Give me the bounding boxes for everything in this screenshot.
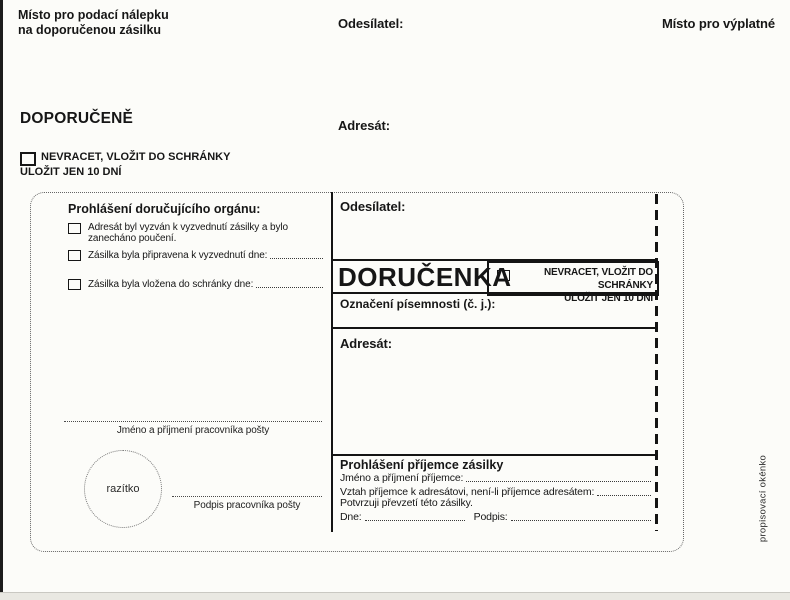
delivery-authority-title: Prohlášení doručujícího orgánu:	[68, 202, 261, 216]
scan-edge-bottom	[0, 592, 790, 600]
notice-left-checkbox[interactable]	[68, 223, 81, 234]
authority-option-3-label: Zásilka byla vložena do schránky dne:	[88, 279, 254, 290]
sticker-line-1: Místo pro podací nálepku	[18, 8, 169, 22]
receipt-notice-text	[489, 266, 653, 305]
signature-fill-line	[511, 520, 651, 521]
authority-checkbox-row-3	[68, 279, 323, 290]
signature-label: Podpis:	[473, 511, 508, 523]
recipient-name-row	[340, 472, 651, 484]
receipt-sender-label: Odesílatel:	[340, 199, 406, 214]
sticker-line-2: na doporučenou zásilku	[18, 23, 162, 37]
pickup-date-fill-line	[270, 258, 323, 259]
envelope-addressee-label: Adresát:	[338, 118, 390, 133]
receipt-notice-box	[487, 261, 659, 304]
authority-option-2-label: Zásilka byla připravena k vyzvednutí dne:	[88, 250, 268, 261]
clerk-name-fill-line	[64, 421, 322, 422]
recipient-relation-label: Vztah příjemce k adresátovi, není-li příjemce adresátem:	[340, 486, 595, 498]
date-label: Dne:	[340, 511, 362, 523]
clerk-signature-caption: Podpis pracovníka pošty	[193, 500, 301, 511]
receipt-rule-below-addressee	[331, 454, 658, 456]
document-reference-label: Označení písemnosti (č. j.):	[340, 297, 496, 311]
receipt-addressee-label: Adresát:	[340, 336, 392, 351]
registered-mail-label: DOPORUČENĚ	[20, 110, 134, 127]
no-return-notice-line2: ULOŽIT JEN 10 DNÍ	[20, 166, 122, 178]
recipient-name-fill-line	[466, 481, 651, 482]
recipient-declaration-title: Prohlášení příjemce zásilky	[340, 458, 504, 472]
confirmation-statement: Potvrzuji převzetí této zásilky.	[340, 497, 473, 509]
placed-in-mailbox-checkbox[interactable]	[68, 279, 81, 290]
sticker-area-label	[18, 8, 169, 38]
receipt-left-border	[331, 192, 333, 532]
scan-edge-left	[0, 0, 3, 600]
no-return-notice-line1: NEVRACET, VLOŽIT DO SCHRÁNKY	[41, 151, 231, 163]
receipt-title: DORUČENKA	[338, 262, 512, 292]
stamp-circle	[84, 450, 162, 528]
receipt-rule-below-document	[331, 327, 658, 329]
authority-checkbox-row-1	[68, 222, 324, 244]
authority-option-1-label: Adresát byl vyzván k vyzvednutí zásilky a bylo zanecháno poučení.	[88, 222, 288, 244]
clerk-name-caption: Jméno a příjmení pracovníka pošty	[116, 425, 270, 436]
ready-for-pickup-checkbox[interactable]	[68, 250, 81, 261]
recipient-relation-fill-line	[597, 495, 651, 496]
postage-area-label: Místo pro výplatné	[661, 16, 775, 31]
authority-checkbox-row-2	[68, 250, 323, 261]
mailbox-date-fill-line	[256, 287, 323, 288]
carbonless-window-label: propisovací okénko	[757, 454, 769, 543]
perforation-dashed-line	[655, 194, 658, 531]
date-signature-row	[340, 511, 651, 523]
recipient-name-label: Jméno a příjmení příjemce:	[340, 472, 464, 484]
date-fill-line	[365, 520, 465, 521]
receipt-notice-line1: NEVRACET, VLOŽIT DO SCHRÁNKY	[544, 267, 653, 291]
receipt-notice-line2: ULOŽIT JEN 10 DNÍ	[564, 293, 653, 304]
stamp-label: razítko	[106, 483, 140, 495]
no-return-checkbox[interactable]	[20, 152, 36, 166]
envelope-sender-label: Odesílatel:	[338, 16, 404, 31]
clerk-signature-fill-line	[172, 496, 322, 497]
